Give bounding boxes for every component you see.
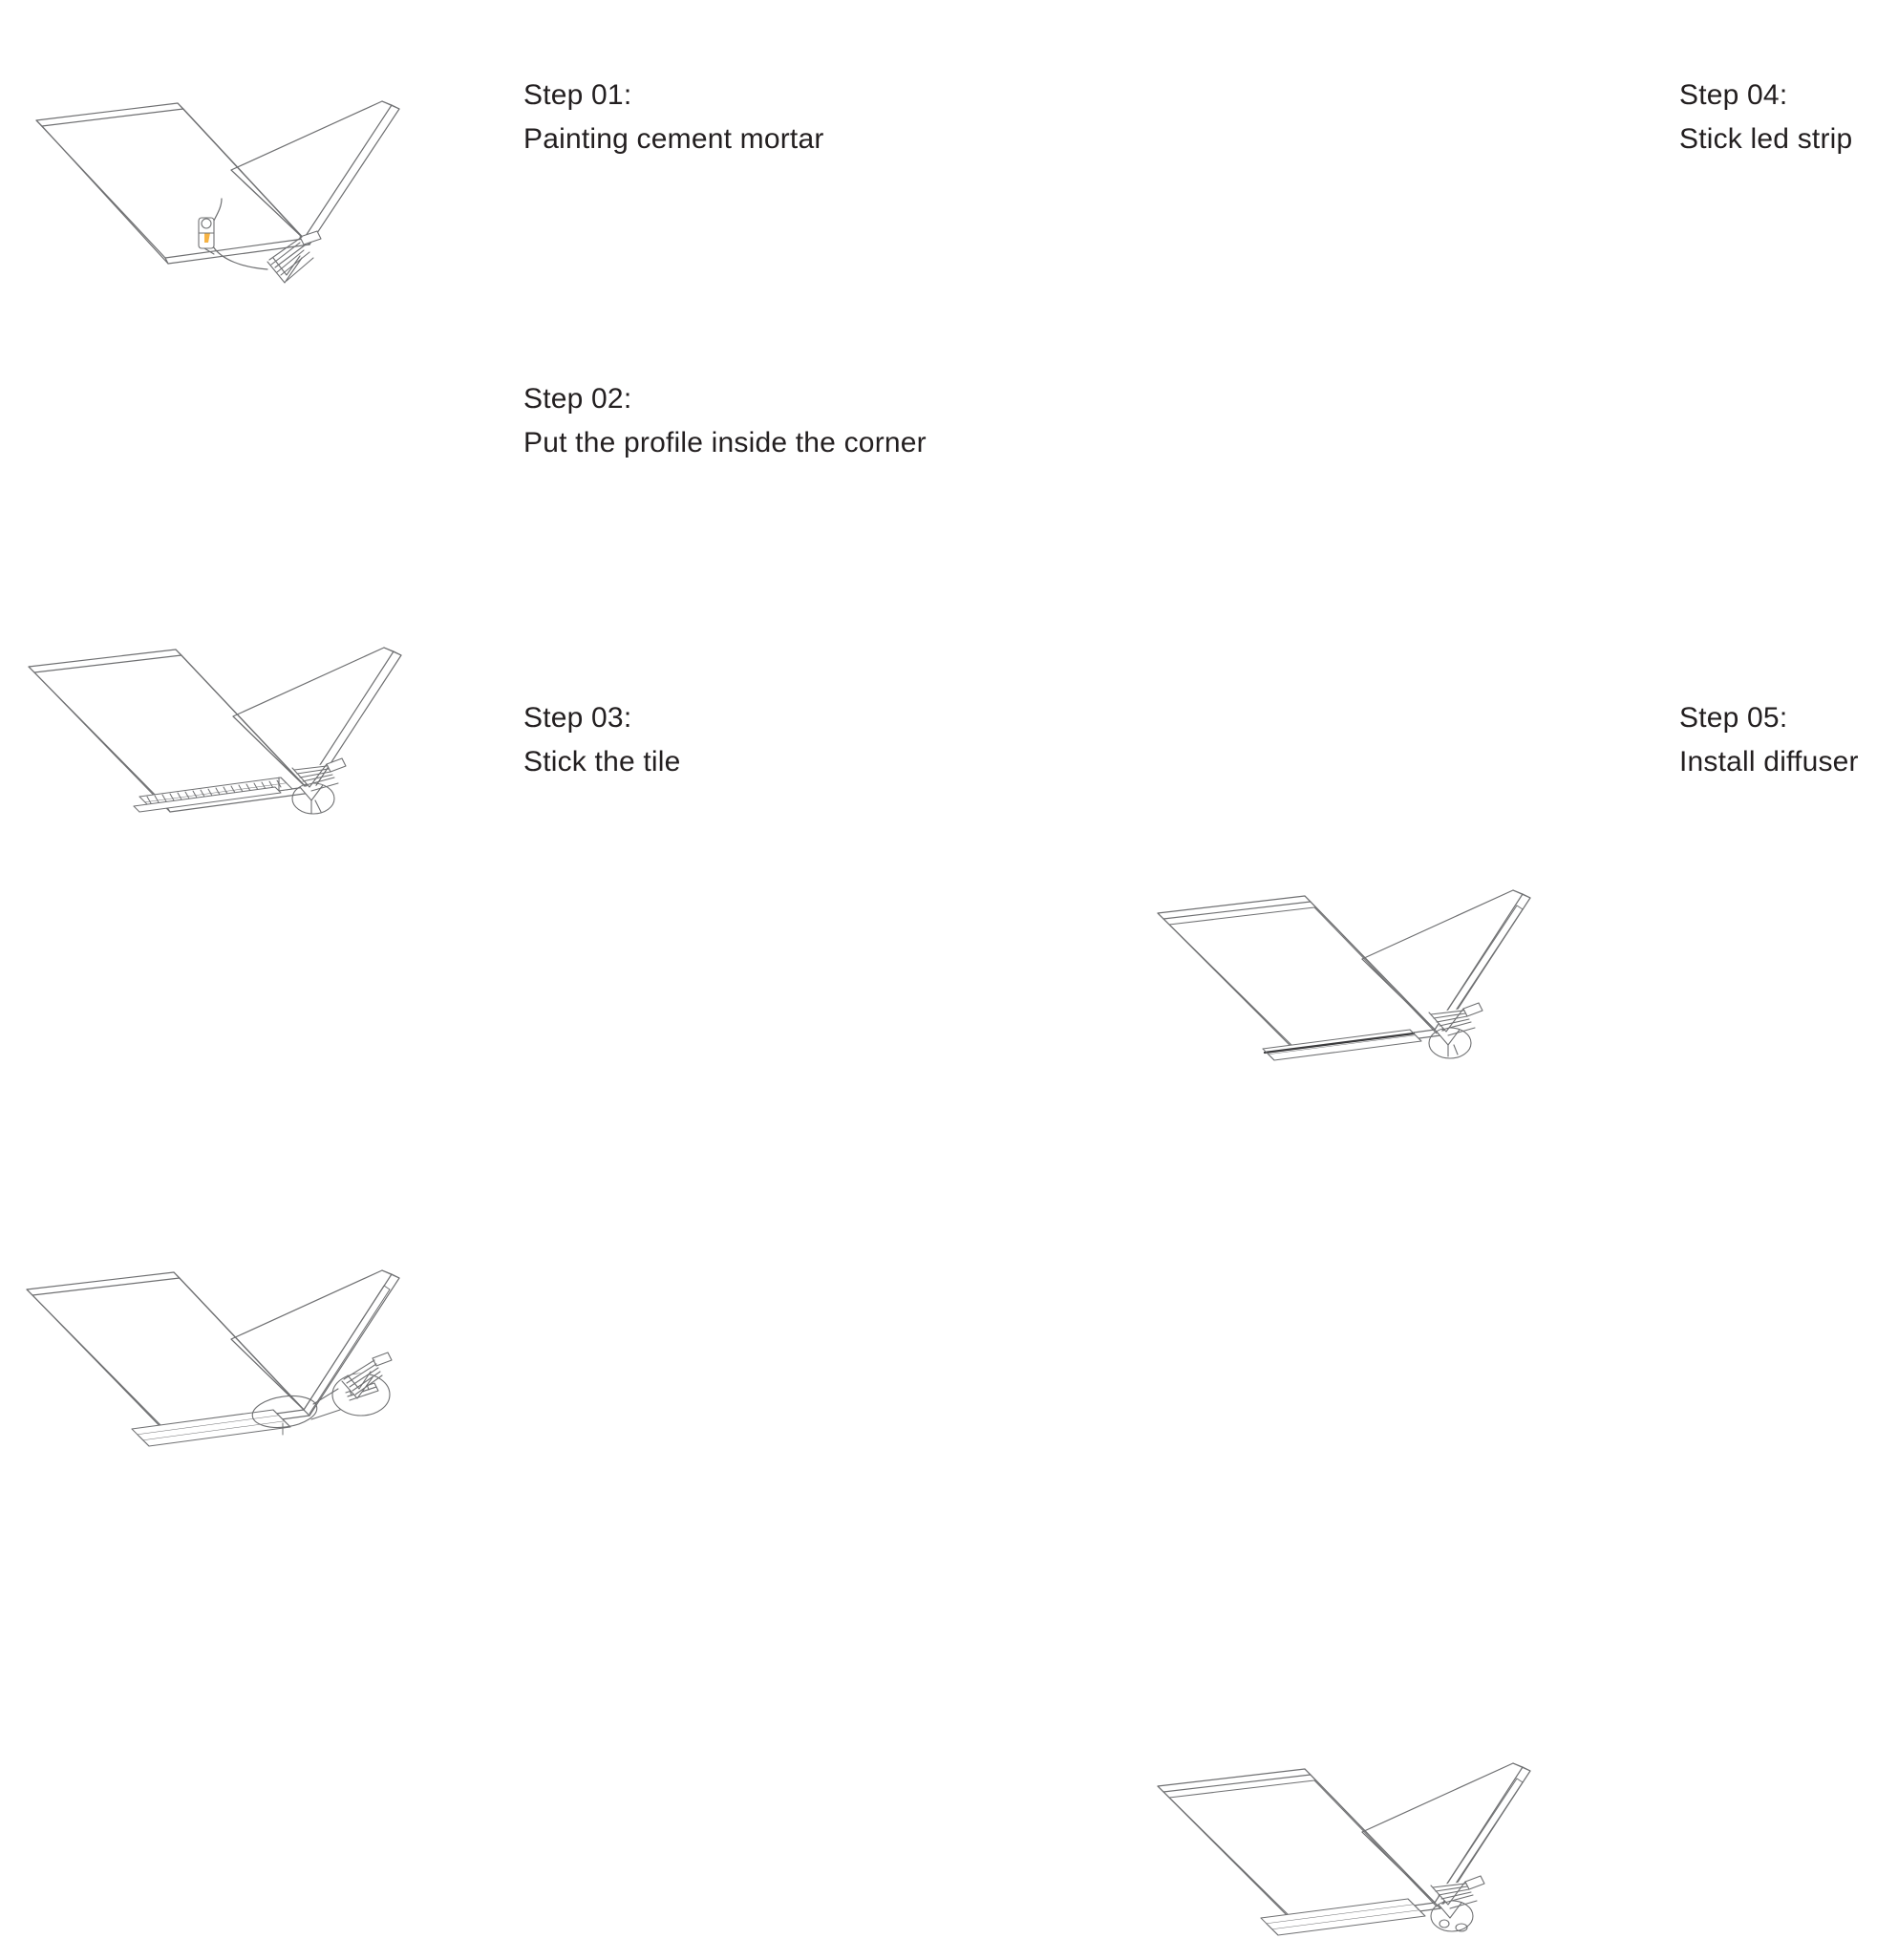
step-02-description: Put the profile inside the corner bbox=[523, 427, 927, 458]
step-03-description: Stick the tile bbox=[523, 746, 681, 778]
step-02-number: Step 02: bbox=[523, 383, 632, 415]
step-04-caption bbox=[1679, 76, 1852, 158]
step-05-illustration bbox=[1137, 1712, 1898, 1960]
step-04-description: Stick led strip bbox=[1679, 123, 1853, 155]
step-05-number: Step 05: bbox=[1679, 702, 1788, 734]
step-02-illustration bbox=[8, 609, 1898, 877]
step-01-description: Painting cement mortar bbox=[523, 123, 824, 155]
step-01-caption bbox=[523, 76, 824, 158]
step-05-caption bbox=[1679, 699, 1859, 780]
step-03-caption bbox=[523, 699, 681, 780]
step-02-caption bbox=[523, 380, 927, 461]
step-03-number: Step 03: bbox=[523, 702, 632, 734]
step-03-illustration bbox=[6, 1196, 1898, 1463]
step-04-number: Step 04: bbox=[1679, 79, 1788, 111]
step-01-number: Step 01: bbox=[523, 79, 632, 111]
step-05-description: Install diffuser bbox=[1679, 746, 1859, 778]
step-04-illustration bbox=[1137, 839, 1898, 1087]
step-01-illustration bbox=[17, 55, 1898, 304]
